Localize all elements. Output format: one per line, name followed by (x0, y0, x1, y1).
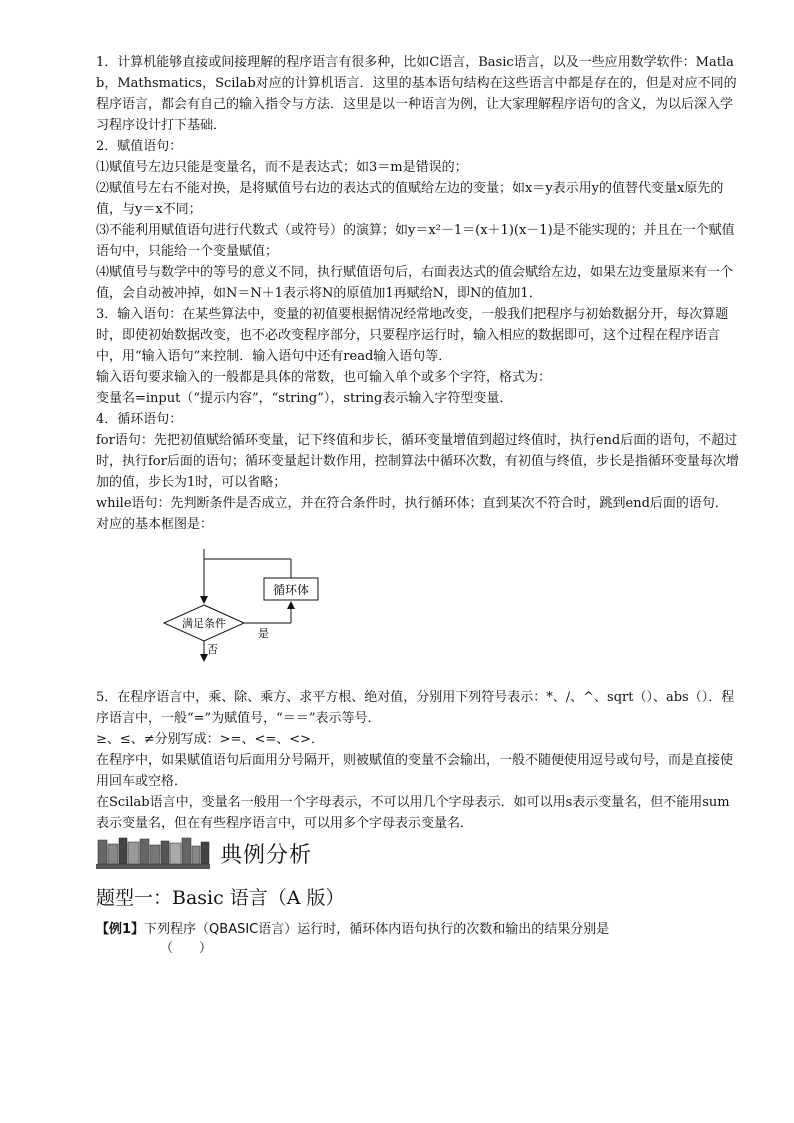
type-title: 题型一：Basic 语言（A 版） (96, 887, 345, 909)
input-statement: 3．输入语句：在某些算法中，变量的初值要根据情况经常地改变，一般我们把程序与初始数据分开，每次算题时，即使初始数据改变，也不必改变程序部分，只要程序运行时，输入相应的数据即可，这个过程在程序语言中，用“输入语句”来控制．输入语句中还有read输入语句等． (96, 307, 729, 364)
assignment-rule-3: ⑶不能利用赋值语句进行代数式（或符号）的演算；如y＝x²－1＝(x＋1)(x－1)是不能实现的；并且在一个赋值语句中，只能给一个变量赋值； (96, 223, 735, 259)
input-format: 变量名=input（“提示内容”，“string”），string表示输入字符型变量． (96, 391, 513, 406)
answer-paren: （ ） (160, 941, 213, 956)
yes-label: 是 (258, 627, 269, 640)
assignment-rule-4: ⑷赋值号与数学中的等号的意义不同，执行赋值语句后，右面表达式的值会赋给左边，如果左边变量原来有一个值，会自动被冲掉，如N＝N＋1表示将N的原值加1再赋给N，即N的值加1． (96, 265, 734, 301)
books-banner-icon (96, 836, 210, 870)
loop-flowchart (96, 543, 742, 673)
for-statement: for语句：先把初值赋给循环变量，记下终值和步长，循环变量增值到超过终值时，执行end后面的语句，不超过时，执行for后面的语句；循环变量起计数作用，控制算法中循环次数，有初值与终值，步长是指循环变量每次增加的值，步长为1时，可以省略； (96, 433, 739, 490)
loop-body-label: 循环体 (272, 583, 310, 597)
assignment-rule-1: ⑴赋值号左边只能是变量名，而不是表达式；如3＝m是错误的； (96, 160, 468, 175)
flowchart-svg (96, 543, 742, 673)
while-statement: while语句：先判断条件是否成立，并在符合条件时，执行循环体；直到某次不符合时，跳到end后面的语句． (96, 496, 728, 511)
example-tag: 【例1】 (96, 922, 145, 937)
document-body (96, 52, 742, 834)
condition-label: 满足条件 (182, 617, 226, 630)
example-1 (96, 918, 609, 937)
heading-assignment: 2．赋值语句： (96, 139, 183, 154)
semicolon-note: 在程序中，如果赋值语句后面用分号隔开，则被赋值的变量不会输出，一般不随便使用逗号或句号，而是直接使用回车或空格． (96, 753, 734, 789)
comparison-operators: ≥、≤、≠分别写成：>=、<=、<>． (96, 732, 325, 747)
section-title: 典例分析 (220, 842, 313, 868)
no-label: 否 (207, 643, 218, 656)
section-header (96, 836, 312, 870)
heading-loop: 4．循环语句： (96, 412, 183, 427)
paragraph-intro: 1．计算机能够直接或间接理解的程序语言有很多种，比如C语言，Basic语言，以及一些应用数学软件：Matlab，Mathsmatics，Scilab对应的计算机语言．这里的基本语句结构在这些语言中都是存在的，但是对应不同的程序语言，都会有自己的输入指令与方法．这里是以一种语言为例，让大家理解程序语句的含义，为以后深入学习程序设计打下基础． (96, 55, 737, 133)
operators-paragraph: 5．在程序语言中，乘、除、乘方、求平方根、绝对值，分别用下列符号表示：*、/、^、sqrt（）、abs（）．程序语言中，一般“=”为赋值号，“＝＝”表示等号． (96, 690, 735, 726)
assignment-rule-2: ⑵赋值号左右不能对换，是将赋值号右边的表达式的值赋给左边的变量；如x＝y表示用y的值替代变量x原先的值，与y＝x不同； (96, 181, 724, 217)
scilab-variable-note: 在Scilab语言中，变量名一般用一个字母表示，不可以用几个字母表示．如可以用s表示变量名，但不能用sum表示变量名，但在有些程序语言中，可以用多个字母表示变量名． (96, 795, 730, 831)
example-text: 下列程序（QBASIC语言）运行时，循环体内语句执行的次数和输出的结果分别是 (144, 922, 610, 937)
diagram-caption: 对应的基本框图是： (96, 517, 214, 532)
input-requirement: 输入语句要求输入的一般都是具体的常数，也可输入单个或多个字符，格式为： (96, 370, 552, 385)
